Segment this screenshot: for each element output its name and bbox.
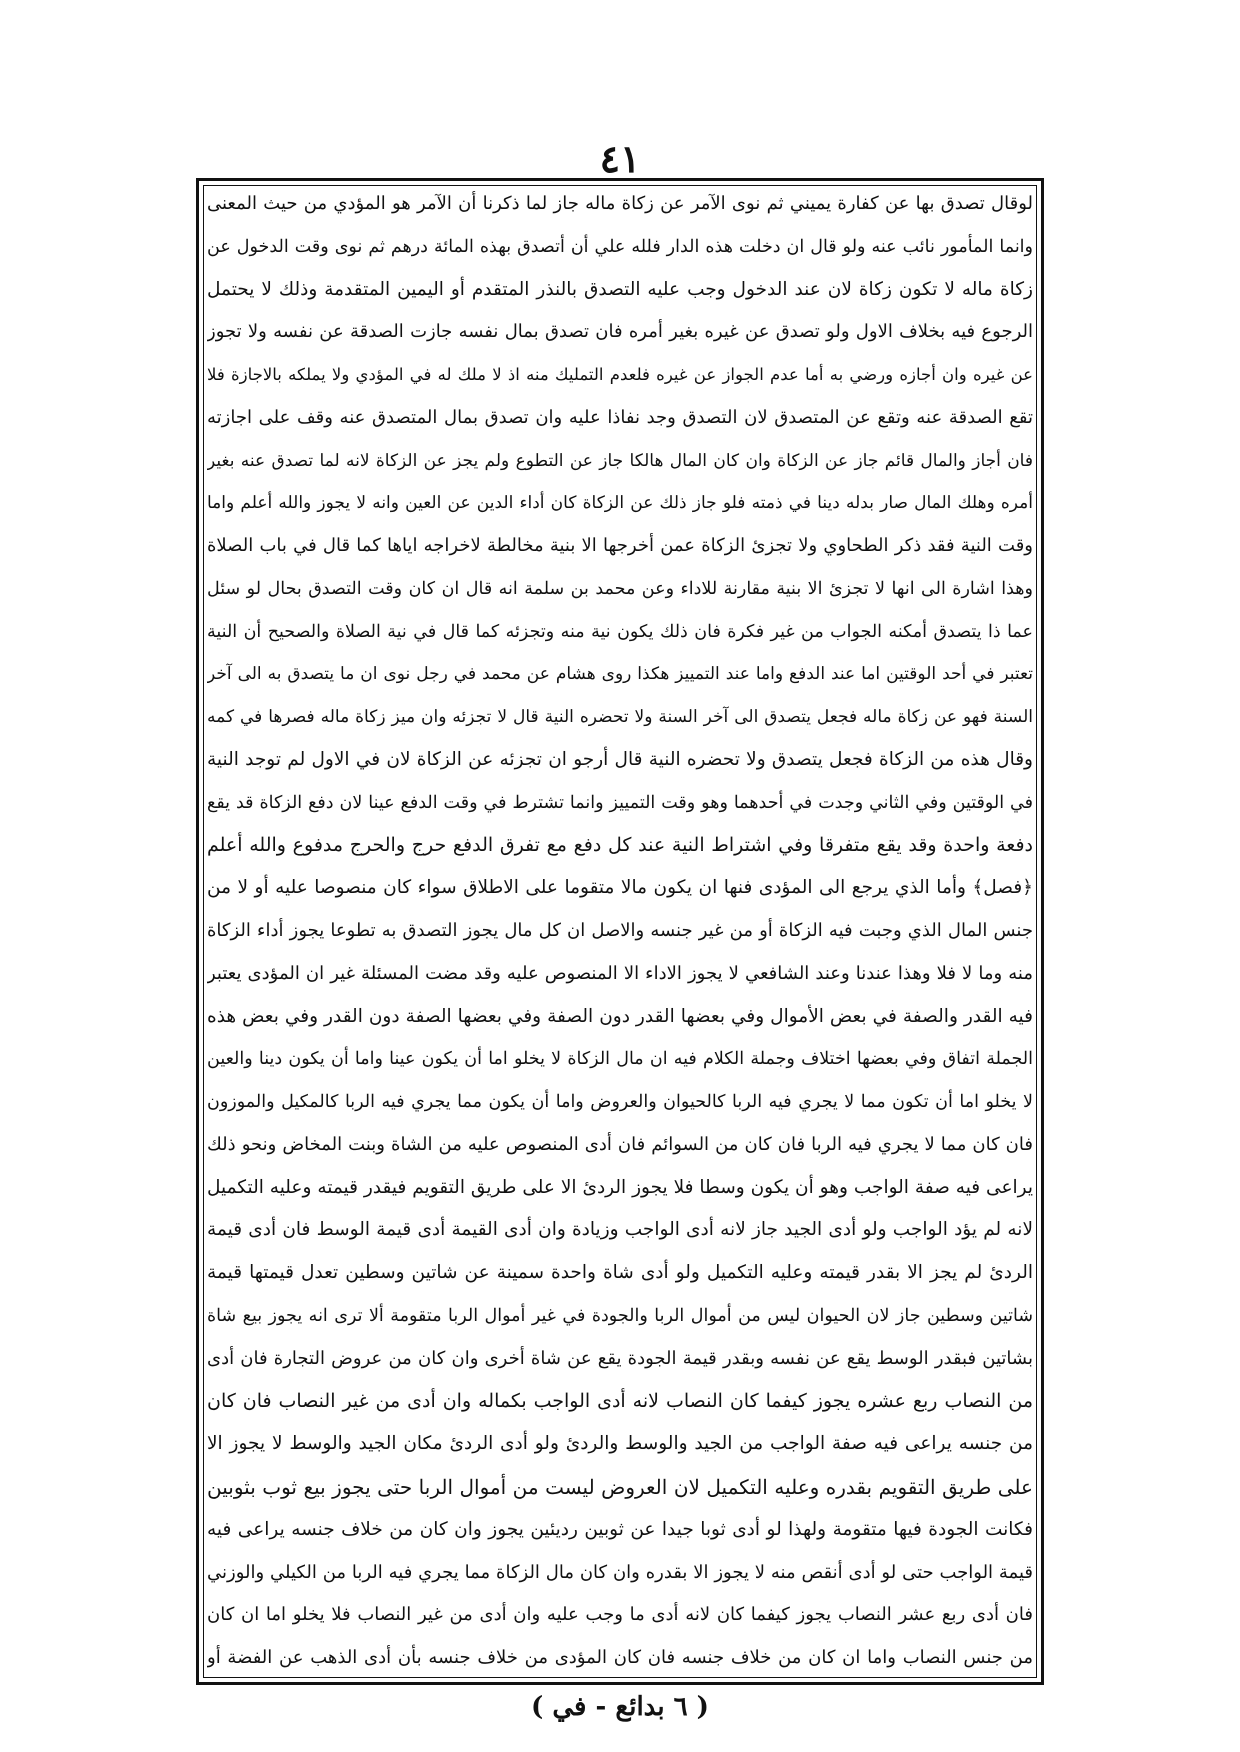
text-line: على طريق التقويم بقدره وعليه التكميل لان العروض ليست من أموال الربا حتى يجوز بيع ثوب بثوبين: [207, 1474, 1033, 1499]
text-line: يراعى فيه صفة الواجب وهو أن يكون وسطا فلا يجوز الردئ الا على طريق التقويم فيقدر قيمته وعليه التكميل: [207, 1176, 1033, 1198]
text-line: فان أجاز والمال قائم جاز عن الزكاة وان كان المال هالكا جاز عن التطوع ولم يجز عن الزكاة لانه لما تصدق عنه بغير: [207, 450, 1033, 471]
text-line: منه وما لا فلا وهذا عندنا وعند الشافعي لا يجوز الاداء الا المنصوص عليه وقد مضت المسئلة غير ان المؤدى يعتبر: [207, 962, 1033, 984]
text-line: الردئ لم يجز الا بقدر قيمته وعليه التكميل ولو أدى شاة واحدة سمينة عن شاتين وسطين تعدل قيمتها قيمة: [207, 1262, 1033, 1284]
text-line: تقع الصدقة عنه وتقع عن المتصدق لان التصدق وجد نفاذا عليه وان تصدق بمال المتصدق عنه وقف على اجازته: [207, 406, 1033, 428]
text-line: قيمة الواجب حتى لو أدى أنقص منه لا يجوز الا بقدره وان كان مال الزكاة مما يجري فيه الربا من الكيلي والوزني: [207, 1561, 1033, 1583]
text-line: من جنس النصاب واما ان كان من خلاف جنسه فان كان المؤدى من خلاف جنسه بأن أدى الذهب عن الفضة أو: [207, 1647, 1033, 1669]
text-line: وقت النية فقد ذكر الطحاوي ولا تجزئ الزكاة عمن أخرجها الا بنية مخالطة لاخراجه اياها كما قال في باب الصلاة: [207, 535, 1033, 557]
text-line: في الوقتين وفي الثاني وجدت في أحدهما وهو وقت التمييز وانما تشترط في وقت الدفع عينا لان دفع الزكاة قد يقع: [207, 792, 1033, 813]
text-line: فيه القدر والصفة في بعض الأموال وفي بعضها القدر دون الصفة وفي بعضها الصفة دون القدر وفي بعض هذه: [207, 1005, 1033, 1027]
text-line: فكانت الجودة فيها متقومة ولهذا لو أدى ثوبا جيدا عن ثوبين رديئين يجوز وان كان من خلاف جنسه يراعى فيه: [207, 1518, 1033, 1540]
text-frame: [196, 178, 1044, 1685]
text-line: فان أدى ربع عشر النصاب يجوز كيفما كان لانه أدى ما وجب عليه وان أدى من غير النصاب فلا يخلو اما ان كان: [207, 1604, 1033, 1626]
text-line: دفعة واحدة وقد يقع متفرقا وفي اشتراط النية عند كل دفع مع تفرق الدفع حرج والحرج مدفوع والله أعلم: [207, 834, 1033, 857]
text-line: وهذا اشارة الى انها لا تجزئ الا بنية مقارنة للاداء وعن محمد بن سلمة انه قال ان كان وقت التصدق بحال لو سئل: [207, 578, 1033, 599]
page-footer: ( ٦ بدائع - في ): [531, 1692, 709, 1722]
text-line: الرجوع فيه بخلاف الاول ولو تصدق عن غيره بغير أمره فان تصدق بمال نفسه جازت الصدقة عن نفسه ولا تجوز: [207, 321, 1033, 343]
text-line: ﴿فصل﴾ وأما الذي يرجع الى المؤدى فنها ان يكون مالا متقوما على الاطلاق سواء كان منصوصا عليه أو لا من: [207, 877, 1033, 899]
text-line: فان كان مما لا يجري فيه الربا فان كان من السوائم فان أدى المنصوص عليه من الشاة وبنت المخاض ونحو ذلك: [207, 1133, 1033, 1155]
text-line: من النصاب ربع عشره يجوز كيفما كان النصاب لانه أدى الواجب بكماله وان أدى من غير النصاب فان كان: [207, 1390, 1033, 1413]
text-line: زكاة ماله لا تكون زكاة لان عند الدخول وجب عليه التصدق بالنذر المتقدم أو اليمين المتقدمة وذلك لا يحتمل: [207, 278, 1033, 300]
text-line: وانما المأمور نائب عنه ولو قال ان دخلت هذه الدار فلله علي أن أتصدق بهذه المائة درهم ثم نوى وقت الدخول عن: [207, 236, 1033, 257]
text-line: عما ذا يتصدق أمكنه الجواب من غير فكرة فان ذلك يكون نية منه وتجزئه كما قال في نية الصلاة والصحيح أن النية: [207, 621, 1033, 642]
text-line: لوقال تصدق بها عن كفارة يميني ثم نوى الآمر عن زكاة ماله جاز لما ذكرنا أن الآمر هو المؤدي من حيث المعنى: [207, 193, 1033, 214]
text-line: عن غيره وان أجازه ورضي به أما عدم الجواز عن غيره فلعدم التمليك منه اذ لا ملك له في المؤدي ولا يملكه بالاجازة فلا: [207, 365, 1033, 385]
text-line: بشاتين فبقدر الوسط يقع عن نفسه وبقدر قيمة الجودة يقع عن شاة أخرى وان كان من عروض التجارة فان أدى: [207, 1347, 1033, 1369]
text-line: لانه لم يؤد الواجب ولو أدى الجيد جاز لانه أدى الواجب وزيادة وان أدى القيمة أدى قيمة الوسط فان أدى قيمة: [207, 1219, 1033, 1241]
text-line: شاتين وسطين جاز لان الحيوان ليس من أموال الربا والجودة في غير أموال الربا متقومة ألا ترى انه يجوز بيع شاة: [207, 1305, 1033, 1326]
text-line: تعتبر في أحد الوقتين اما عند الدفع واما عند التمييز هكذا روى هشام عن محمد في رجل نوى ان ما يتصدق به الى آخر: [207, 664, 1033, 685]
text-line: السنة فهو عن زكاة ماله فجعل يتصدق الى آخر السنة ولا تحضره النية قال لا تجزئه وان ميز زكاة ماله فصرها في كمه: [207, 707, 1033, 728]
text-body: [207, 187, 1033, 1676]
text-line: جنس المال الذي وجبت فيه الزكاة أو من غير جنسه والاصل ان كل مال يجوز التصدق به تطوعا يجوز أداء الزكاة: [207, 920, 1033, 942]
text-line: من جنسه يراعى فيه صفة الواجب من الجيد والوسط والردئ ولو أدى الردئ مكان الجيد والوسط لا يجوز الا: [207, 1433, 1033, 1455]
text-line: الجملة اتفاق وفي بعضها اختلاف وجملة الكلام فيه ان مال الزكاة لا يخلو اما أن يكون عينا واما أن يكون دينا والعين: [207, 1049, 1033, 1070]
text-line: لا يخلو اما أن تكون مما لا يجري فيه الربا كالحيوان والعروض واما أن يكون مما يجري فيه الربا كالمكيل والموزون: [207, 1092, 1033, 1113]
page-number: ٤١: [599, 136, 641, 181]
text-line: أمره وهلك المال صار بدله دينا في ذمته فلو جاز ذلك عن الزكاة كان أداء الدين عن العين وانه لا يجوز والله أعلم واما: [207, 493, 1033, 514]
text-line: وقال هذه من الزكاة فجعل يتصدق ولا تحضره النية قال أرجو ان تجزئه عن الزكاة لان في الاول لم توجد النية: [207, 748, 1033, 770]
